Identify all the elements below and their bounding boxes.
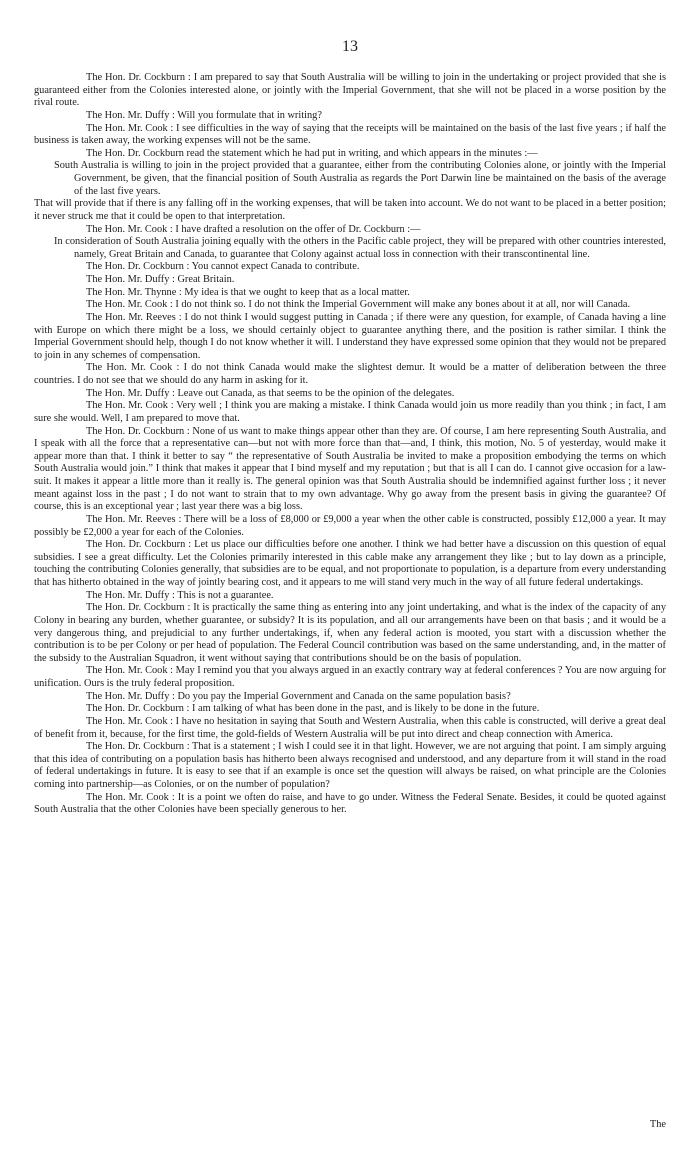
paragraph: The Hon. Mr. Cook : Very well ; I think you are making a mistake. I think Canada would join us more readily than you think ; in fact, I am sure she would. Well, I am prepared to move that. bbox=[34, 400, 666, 424]
paragraph: The Hon. Dr. Cockburn : You cannot expect Canada to contribute. bbox=[86, 261, 360, 273]
paragraph: The Hon. Dr. Cockburn : I am talking of what has been done in the past, and is likely to be done in the future. bbox=[86, 703, 540, 715]
quoted-resolution: South Australia is willing to join in the project provided that a guarantee, either from the contributing Colonies alone, or jointly with the Imperial Government, be given, that the financial position of South Australia as regards the Port Darwin line be maintained on the basis of the average of the last five years. bbox=[54, 160, 666, 197]
paragraph: The Hon. Dr. Cockburn read the statement which he had put in writing, and which appears in the minutes :— bbox=[86, 147, 538, 159]
body-text bbox=[34, 72, 666, 817]
paragraph: The Hon. Mr. Duffy : Do you pay the Imperial Government and Canada on the same population basis? bbox=[86, 690, 511, 702]
paragraph: The Hon. Dr. Cockburn : I am prepared to say that South Australia will be willing to join in the undertaking or project provided that she is guaranteed either from the Colonies interested alone, or jointly with the Imperial Government, that she will not be placed in a worse position by the rival route. bbox=[34, 72, 666, 109]
paragraph: That will provide that if there is any falling off in the working expenses, that will be taken into account. We do not want to be placed in a better position; it never struck me that it could be open to that interpretation. bbox=[34, 198, 666, 222]
paragraph: The Hon. Mr. Reeves : I do not think I would suggest putting in Canada ; if there were any question, for example, of Canada having a line with Europe on which there might be a loss, we should certainly object to guarantee anything there, and the position is rather similar. I think the Imperial Government should help, though I do not know whether it will. I understand they have expressed some opinion that they would not be prepared to join in any schemes of compensation. bbox=[34, 311, 666, 361]
paragraph: The Hon. Mr. Duffy : This is not a guarantee. bbox=[86, 589, 274, 601]
paragraph: The Hon. Mr. Cook : May I remind you that you always argued in an exactly contrary way at federal conferences ? You are now arguing for unification. Ours is the truly federal proposition. bbox=[34, 665, 666, 689]
paragraph: The Hon. Mr. Duffy : Great Britain. bbox=[86, 274, 235, 285]
paragraph: The Hon. Mr. Duffy : Will you formulate that in writing? bbox=[86, 109, 322, 121]
paragraph: The Hon. Mr. Cook : It is a point we often do raise, and have to go under. Witness the Federal Senate. Besides, it could be quoted against South Australia that the other Colonies have been specially generous to her. bbox=[34, 791, 666, 816]
paragraph: The Hon. Mr. Thynne : My idea is that we ought to keep that as a local matter. bbox=[86, 286, 410, 298]
paragraph: The Hon. Mr. Cook : I do not think so. I do not think the Imperial Government will make any bones about it at all, nor will Canada. bbox=[86, 299, 631, 311]
page-number: 13 bbox=[342, 38, 358, 55]
quoted-resolution: In consideration of South Australia joining equally with the others in the Pacific cable project, they will be prepared with other countries interested, namely, Great Britain and Canada, to guarantee that Colony against actual loss in connection with their transcontinental line. bbox=[54, 236, 666, 260]
paragraph: The Hon. Dr. Cockburn : It is practically the same thing as entering into any joint undertaking, and what is the index of the capacity of any Colony in bearing any burden, whether guarantee, or subsidy? It is its population, and all our arrangements have been on that basis ; and it would be a very dangerous thing, and prejudicial to any further undertakings, if, when any federal action is mooted, you start with a discussion whether the contribution is to be per Colony or per head of population. The Federal Council contribution was based on the same understanding, and, in the matter of the subsidy to the Australian Squadron, it went without saying that contributions should be on the basis of population. bbox=[34, 602, 666, 664]
paragraph: The Hon. Mr. Cook : I see difficulties in the way of saying that the receipts will be maintained on the basis of the last five years ; if half the business is taken away, the working expenses will not be the same. bbox=[34, 122, 666, 147]
paragraph: The Hon. Dr. Cockburn : None of us want to make things appear other than they are. Of course, I am here representing South Australia, and I speak with all the force that a representative can—but not with more force than that—and, I think, this motion, No. 5 of yesterday, would make it appear more than that. I think it better to say “ the representative of South Australia be invited to make a proposition embodying the terms on which South Australia would join.” I think that makes it appear that I bind myself and my reputation ; but that is all I can do. I cannot give occasion for a law-suit. It makes it appear a little more than it really is. The general opinion was that South Australia should be indemnified against further loss ; it never meant against loss in the past ; I do not want to strain that to my own advantage. Why go away from the present basis in giving the guarantee? Of course, this is an exceptional year ; last year there was a big loss. bbox=[34, 425, 666, 513]
paragraph: The Hon. Dr. Cockburn : Let us place our difficulties before one another. I think we had better have a discussion on this question of equal subsidies. I see a great difficulty. Let the Colonies primarily interested in this cable make any arrangement they like ; but to lay down as a principle, touching the contributing Colonies generally, that subsidies are to be equal, and not proportionate to population, is a departure from every understanding that has hitherto obtained in the way of jointly bearing cost, and it appears to me will stand very much in the way of all future federal undertakings. bbox=[34, 539, 666, 588]
paragraph: The Hon. Mr. Reeves : There will be a loss of £8,000 or £9,000 a year when the other cable is constructed, possibly £12,000 a year. It may possibly be £2,000 a year for each of the Colonies. bbox=[34, 513, 666, 538]
paragraph: The Hon. Mr. Duffy : Leave out Canada, as that seems to be the opinion of the delegates. bbox=[86, 387, 455, 399]
paragraph: The Hon. Mr. Cook : I do not think Canada would make the slightest demur. It would be a matter of deliberation between the three countries. I do not see that we should do any harm in asking for it. bbox=[34, 362, 666, 386]
paragraph: The Hon. Dr. Cockburn : That is a statement ; I wish I could see it in that light. However, we are not arguing that point. I am simply arguing that this idea of contributing on a population basis has hitherto been always recognised and understood, and any departure from it will stand in the road of federal undertakings in future. It is easy to see that if an example is once set the question will always be raised, on what principle are the Colonies coming into partnership—as Colonies, or on the number of population? bbox=[34, 741, 666, 790]
catchword: The bbox=[649, 1119, 666, 1131]
paragraph: The Hon. Mr. Cook : I have no hesitation in saying that South and Western Australia, when this cable is constructed, will derive a great deal of benefit from it, because, for the first time, the gold-fields of Western Australia will be put into direct and cheap connection with America. bbox=[34, 715, 666, 740]
paragraph: The Hon. Mr. Cook : I have drafted a resolution on the offer of Dr. Cockburn :— bbox=[86, 223, 421, 235]
